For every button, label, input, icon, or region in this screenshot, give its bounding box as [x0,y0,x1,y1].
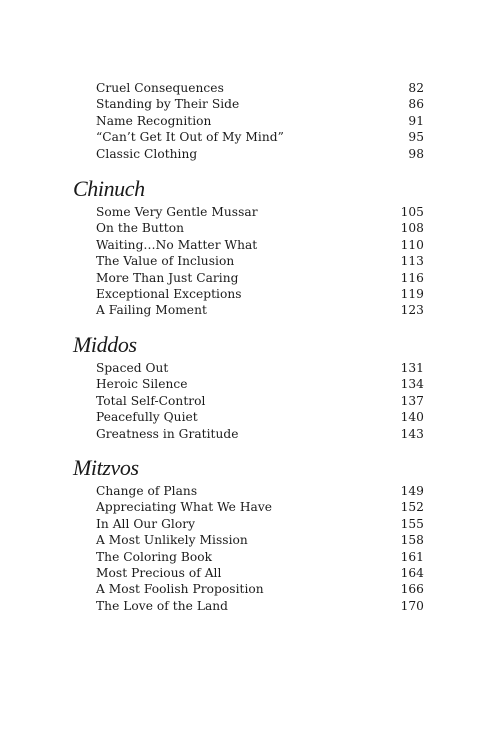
toc-entry [96,409,424,425]
toc-entry [96,376,424,392]
toc-entry [96,581,424,597]
toc-entry [96,146,424,162]
toc-entry-title: On the Button [96,221,184,236]
toc-entry-title: A Most Foolish Proposition [96,582,264,597]
toc-entry-page: 143 [400,426,424,441]
toc-entry-title: Appreciating What We Have [96,500,273,515]
toc-entry-page: 91 [408,113,424,128]
toc-entry [96,565,424,581]
toc-entry-title: Cruel Consequences [96,81,224,95]
toc-entry-page: 137 [400,393,424,408]
toc-entry-page: 116 [400,270,424,285]
toc-entry [96,426,424,442]
toc-entry [96,499,424,515]
toc-entry-page: 140 [400,410,424,425]
toc-entry-page: 108 [400,221,424,236]
toc-entry-page: 98 [408,146,424,161]
toc-entry-page: 119 [400,286,424,301]
toc-entry [96,80,424,96]
toc-entry-page: 164 [400,565,424,580]
toc-entry-page: 131 [400,361,424,375]
toc-entry-title: A Failing Moment [96,303,207,318]
toc-entry-title: Exceptional Exceptions [96,286,242,301]
toc-entry [96,204,424,220]
toc-entry-page: 105 [400,205,424,219]
toc-entry-title: Most Precious of All [96,565,222,580]
toc-entry [96,237,424,253]
toc-list-middos [96,360,424,442]
toc-list-chinuch [96,204,424,319]
toc-entry-title: Heroic Silence [96,377,188,392]
toc-entry [96,129,424,145]
toc-entry-title: Name Recognition [96,113,212,128]
section-heading-chinuch: Chinuch [73,176,145,201]
toc-entry-page: 161 [400,549,424,564]
toc-entry-page: 170 [400,598,424,613]
toc-entry-page: 166 [400,582,424,597]
toc-entry-page: 82 [408,81,424,95]
toc-entry [96,393,424,409]
toc-entry-page: 123 [400,303,424,318]
toc-entry-title: The Coloring Book [96,549,213,564]
toc-entry [96,113,424,129]
toc-entry-title: “Can’t Get It Out of My Mind” [96,130,284,145]
section-heading-middos: Middos [73,332,137,357]
toc-entry-page: 149 [400,484,424,498]
toc-entry-title: Total Self-Control [96,393,206,408]
toc-list-continued [96,80,424,162]
toc-entry-title: The Love of the Land [96,598,229,613]
toc-entry-title: Peacefully Quiet [96,410,198,425]
toc-entry-title: The Value of Inclusion [96,254,235,269]
toc-entry-title: Standing by Their Side [96,97,240,112]
toc-entry-title: Waiting…No Matter What [96,237,258,252]
toc-entry-title: Change of Plans [96,484,198,498]
section-heading-mitzvos: Mitzvos [73,455,139,480]
toc-entry-title: A Most Unlikely Mission [96,533,248,548]
toc-entry [96,96,424,112]
toc-entry-page: 152 [400,500,424,515]
toc-entry-title: Greatness in Gratitude [96,426,239,441]
toc-entry [96,532,424,548]
toc-entry-page: 110 [400,237,424,252]
toc-entry-page: 86 [408,97,424,112]
toc-entry [96,598,424,614]
toc-entry [96,360,424,376]
toc-entry [96,516,424,532]
toc-entry [96,253,424,269]
toc-entry [96,270,424,286]
toc-entry-title: Classic Clothing [96,146,198,161]
toc-entry [96,549,424,565]
toc-entry [96,220,424,236]
toc-entry [96,302,424,318]
toc-entry [96,483,424,499]
toc-entry [96,286,424,302]
toc-entry-title: In All Our Glory [96,516,196,531]
toc-entry-title: More Than Just Caring [96,270,239,285]
toc-entry-page: 158 [400,533,424,548]
toc-entry-title: Some Very Gentle Mussar [96,205,258,219]
toc-entry-page: 95 [408,130,424,145]
toc-entry-page: 113 [400,254,424,269]
toc-list-mitzvos [96,483,424,614]
toc-entry-page: 155 [400,516,424,531]
toc-entry-page: 134 [400,377,424,392]
toc-entry-title: Spaced Out [96,361,169,375]
